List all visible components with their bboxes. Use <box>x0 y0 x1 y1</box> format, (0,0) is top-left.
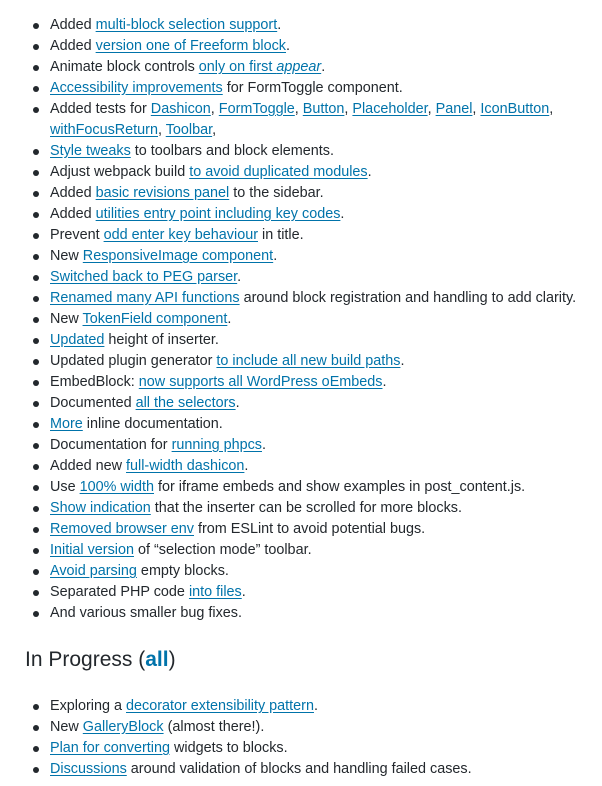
bullet-icon <box>33 401 39 407</box>
item-text: to the sidebar. <box>229 185 324 201</box>
list-item <box>50 738 602 759</box>
bullet-icon <box>33 746 39 752</box>
item-link[interactable]: More <box>50 416 83 432</box>
item-link[interactable]: only on first <box>198 59 277 75</box>
item-text: Exploring a <box>50 698 126 714</box>
list-item <box>50 519 602 540</box>
item-text: Prevent <box>50 227 104 243</box>
bullet-icon <box>33 527 39 533</box>
item-text: . <box>321 59 326 75</box>
in-progress-heading <box>25 648 176 672</box>
item-link[interactable]: Dashicon <box>150 101 211 117</box>
list-item <box>50 183 602 204</box>
item-text: widgets to blocks. <box>170 740 288 756</box>
item-text: . <box>273 248 278 264</box>
list-item <box>50 540 602 561</box>
list-item <box>50 759 602 780</box>
bullet-icon <box>33 569 39 575</box>
item-text: Updated plugin generator <box>50 353 217 369</box>
item-text: EmbedBlock: <box>50 374 139 390</box>
bullet-icon <box>33 275 39 281</box>
list-item <box>50 393 602 414</box>
bullet-icon <box>33 464 39 470</box>
item-link[interactable]: Avoid parsing <box>50 563 137 579</box>
item-text: New <box>50 311 83 327</box>
item-link[interactable]: Panel <box>435 101 473 117</box>
item-text: Added <box>50 185 96 201</box>
list-item <box>50 204 602 225</box>
item-text: from ESLint to avoid potential bugs. <box>193 521 426 537</box>
item-text: Separated PHP code <box>50 584 189 600</box>
item-link[interactable]: version one of Freeform block <box>95 38 286 54</box>
item-text: . <box>241 584 246 600</box>
item-link[interactable]: now supports all WordPress oEmbeds <box>138 374 383 390</box>
item-text: And various smaller bug fixes. <box>50 605 242 621</box>
item-text: Adjust webpack build <box>50 164 190 180</box>
bullet-icon <box>33 611 39 617</box>
list-item <box>50 162 602 183</box>
item-link[interactable]: odd enter key behaviour <box>103 227 258 243</box>
bullet-icon <box>33 506 39 512</box>
bullet-icon <box>33 548 39 554</box>
item-link[interactable]: basic revisions panel <box>95 185 230 201</box>
item-text: Added new <box>50 458 127 474</box>
item-text: Documentation for <box>50 437 172 453</box>
item-link[interactable]: utilities entry point including key codes <box>95 206 341 222</box>
item-text: , <box>549 101 554 117</box>
bullet-icon <box>33 65 39 71</box>
bullet-icon <box>33 443 39 449</box>
bullet-icon <box>33 149 39 155</box>
list-item <box>50 99 602 141</box>
list-item <box>50 561 602 582</box>
all-link[interactable]: all <box>145 648 169 671</box>
bullet-icon <box>33 725 39 731</box>
item-text: . <box>382 374 387 390</box>
item-link[interactable]: Updated <box>50 332 105 348</box>
item-link[interactable]: appear <box>276 59 322 75</box>
item-text: Added <box>50 206 96 222</box>
item-text: , <box>472 101 481 117</box>
item-link[interactable]: Initial version <box>50 542 134 558</box>
item-text: , <box>294 101 303 117</box>
item-text: in title. <box>258 227 304 243</box>
list-item <box>50 477 602 498</box>
list-item <box>50 603 602 624</box>
item-text: . <box>277 17 282 33</box>
item-text: Added tests for <box>50 101 151 117</box>
bullet-icon <box>33 767 39 773</box>
bullet-icon <box>33 23 39 29</box>
list-item <box>50 498 602 519</box>
item-text: Added <box>50 17 96 33</box>
item-text: . <box>286 38 290 54</box>
item-text: . <box>235 395 240 411</box>
item-link[interactable]: 100% width <box>79 479 154 495</box>
item-link[interactable]: to include all new build paths <box>216 353 401 369</box>
list-item <box>50 78 602 99</box>
list-item <box>50 225 602 246</box>
bullet-icon <box>33 86 39 92</box>
heading-prefix: In Progress ( <box>25 648 146 671</box>
list-item <box>50 309 602 330</box>
list-item <box>50 351 602 372</box>
item-text: Animate block controls <box>50 59 199 75</box>
item-text: . <box>313 698 318 714</box>
item-link[interactable]: multi-block selection support <box>95 17 278 33</box>
item-text: to toolbars and block elements. <box>130 143 334 159</box>
item-text: Added <box>50 38 96 54</box>
item-link[interactable]: Removed browser env <box>50 521 194 537</box>
item-link[interactable]: IconButton <box>480 101 550 117</box>
item-link[interactable]: Plan for converting <box>50 740 170 756</box>
changes-list <box>0 15 602 624</box>
item-link[interactable]: Switched back to PEG parser <box>50 269 238 285</box>
item-text: , <box>427 101 436 117</box>
item-text: New <box>50 248 83 264</box>
item-link[interactable]: into files <box>188 584 242 600</box>
item-text: around validation of blocks and handling failed cases. <box>126 761 472 777</box>
item-link[interactable]: full-width dashicon <box>126 458 245 474</box>
bullet-icon <box>33 422 39 428</box>
item-text: , <box>210 101 219 117</box>
list-item <box>50 717 602 738</box>
item-text: Use <box>50 479 80 495</box>
item-text: (almost there!). <box>163 719 265 735</box>
item-link[interactable]: decorator extensibility pattern <box>126 698 314 714</box>
bullet-icon <box>33 380 39 386</box>
bullet-icon <box>33 485 39 491</box>
item-link[interactable]: Accessibility improvements <box>50 80 223 96</box>
list-item <box>50 582 602 603</box>
list-item <box>50 141 602 162</box>
item-text: , <box>344 101 353 117</box>
list-item <box>50 330 602 351</box>
item-link[interactable]: ResponsiveImage component <box>82 248 274 264</box>
item-link[interactable]: Show indication <box>50 500 151 516</box>
item-text: Documented <box>50 395 136 411</box>
item-link[interactable]: TokenField component <box>82 311 228 327</box>
list-item <box>50 435 602 456</box>
bullet-icon <box>33 317 39 323</box>
bullet-icon <box>33 590 39 596</box>
list-item <box>50 414 602 435</box>
item-text: . <box>400 353 405 369</box>
item-link[interactable]: running phpcs <box>171 437 262 453</box>
list-item <box>50 288 602 309</box>
item-text: height of inserter. <box>104 332 219 348</box>
item-text: . <box>262 437 266 453</box>
item-text: . <box>367 164 372 180</box>
bullet-icon <box>33 107 39 113</box>
item-text: . <box>244 458 249 474</box>
list-item <box>50 456 602 477</box>
bullet-icon <box>33 191 39 197</box>
bullet-icon <box>33 212 39 218</box>
list-item <box>50 57 602 78</box>
in-progress-list <box>0 696 602 780</box>
item-text: that the inserter can be scrolled for more blocks. <box>150 500 462 516</box>
bullet-icon <box>33 296 39 302</box>
item-link[interactable]: Style tweaks <box>50 143 131 159</box>
item-link[interactable]: to avoid duplicated modules <box>189 164 368 180</box>
item-link[interactable]: all the selectors <box>135 395 236 411</box>
item-text: for FormToggle component. <box>222 80 403 96</box>
item-link[interactable]: GalleryBlock <box>82 719 164 735</box>
bullet-icon <box>33 254 39 260</box>
list-item <box>50 246 602 267</box>
item-text: around block registration and handling to add clarity. <box>239 290 577 306</box>
list-item <box>50 36 602 57</box>
list-item <box>50 267 602 288</box>
bullet-icon <box>33 704 39 710</box>
item-text: . <box>340 206 345 222</box>
heading-suffix: ) <box>168 648 176 671</box>
item-link[interactable]: FormToggle <box>218 101 295 117</box>
list-item <box>50 696 602 717</box>
item-text: empty blocks. <box>136 563 229 579</box>
bullet-icon <box>33 44 39 50</box>
list-item <box>50 372 602 393</box>
item-text: . <box>237 269 242 285</box>
item-link[interactable]: Toolbar <box>165 122 213 138</box>
item-text: , <box>157 122 166 138</box>
item-link[interactable]: Button <box>302 101 345 117</box>
item-text: . <box>227 311 232 327</box>
item-text: for iframe embeds and show examples in post_content.js. <box>154 479 526 495</box>
item-text: New <box>50 719 83 735</box>
item-text: of “selection mode” toolbar. <box>133 542 312 558</box>
item-link[interactable]: Renamed many API functions <box>50 290 240 306</box>
item-text: inline documentation. <box>82 416 223 432</box>
item-link[interactable]: withFocusReturn <box>50 122 158 138</box>
bullet-icon <box>33 338 39 344</box>
item-link[interactable]: Placeholder <box>352 101 428 117</box>
bullet-icon <box>33 359 39 365</box>
item-text: , <box>212 122 217 138</box>
list-item <box>50 15 602 36</box>
item-link[interactable]: Discussions <box>50 761 127 777</box>
bullet-icon <box>33 170 39 176</box>
bullet-icon <box>33 233 39 239</box>
